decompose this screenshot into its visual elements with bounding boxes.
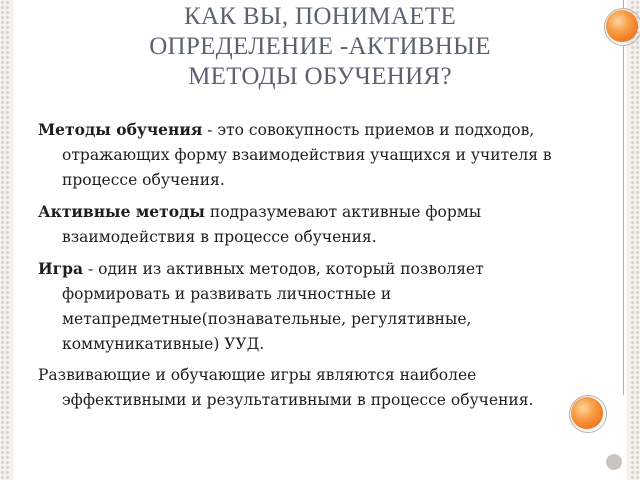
title-line-2: ОПРЕДЕЛЕНИЕ -АКТИВНЫЕ [149, 33, 491, 60]
term-game: Игра [38, 259, 84, 278]
definition-active-methods: подразумевают активные формы взаимодействия в процессе обучения. [62, 203, 482, 246]
decor-dot-small [606, 454, 622, 470]
slide-title [40, 2, 600, 92]
term-methods: Методы обучения [38, 120, 203, 139]
paragraph-game [38, 256, 586, 357]
definition-methods: - это совокупность приемов и подходов, отражающих форму взаимодействия учащихся и учителя в процессе обучения. [62, 121, 552, 189]
paragraph-active-methods [38, 199, 586, 250]
decor-orb-top [606, 10, 638, 42]
conclusion-text: Развивающие и обучающие игры являются наиболее эффективными и результативными в процессе обучения. [38, 366, 534, 409]
right-dotted-border [630, 0, 640, 480]
paragraph-methods [38, 117, 586, 193]
slide-body [38, 117, 586, 419]
decor-line-top [623, 0, 624, 8]
left-dotted-border [0, 0, 10, 480]
paragraph-conclusion [38, 363, 586, 413]
title-line-1: КАК ВЫ, ПОНИМАЕТЕ [183, 3, 457, 30]
decor-line-middle [623, 46, 624, 395]
term-active-methods: Активные методы [38, 202, 205, 221]
title-line-3: МЕТОДЫ ОБУЧЕНИЯ? [188, 63, 452, 90]
definition-game: - один из активных методов, который позволяет формировать и развивать личностные и метапредметные(познавательные, регулятивные, коммуникативные) УУД. [62, 260, 484, 353]
